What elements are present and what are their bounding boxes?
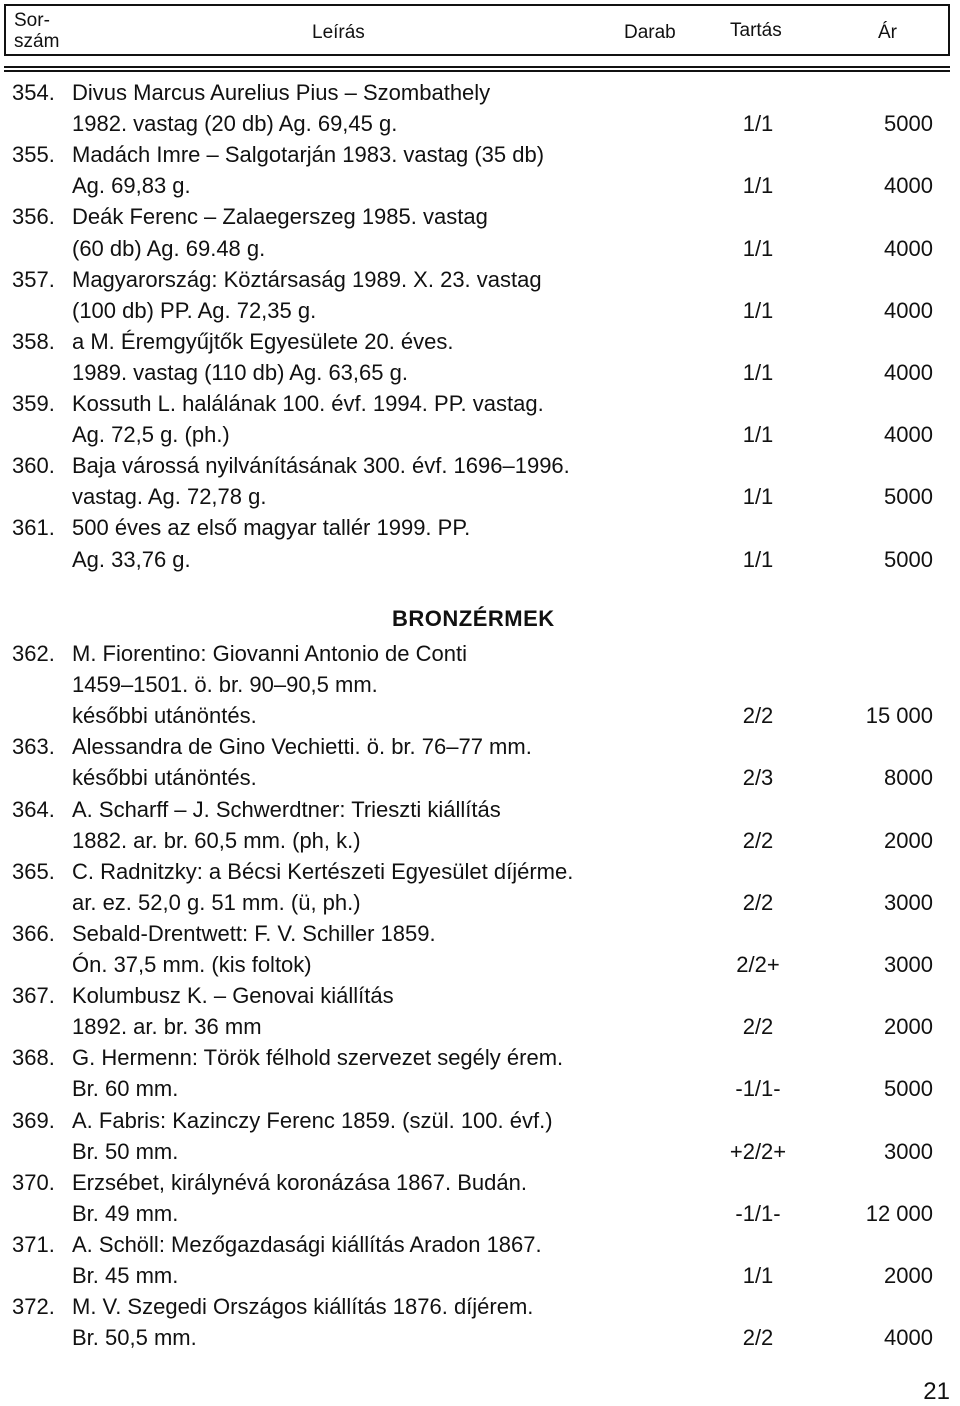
item-description: Br. 45 mm.: [72, 1263, 179, 1288]
list-item-line: [0, 826, 960, 856]
item-condition: 1/1: [742, 546, 774, 572]
item-description: A. Schöll: Mezőgazdasági kiállítás Aradon 1867.: [72, 1231, 542, 1257]
list-item-line: [0, 1261, 960, 1291]
item-condition: 1/1: [742, 422, 774, 448]
item-price: 5000: [884, 111, 933, 137]
list-item-line: [0, 1012, 960, 1042]
item-price: 2000: [884, 827, 933, 853]
item-number: 357.: [12, 266, 55, 292]
item-price: 5000: [884, 484, 933, 510]
item-description: Ag. 69,83 g.: [72, 173, 191, 199]
list-item-line: [0, 109, 960, 139]
item-description: Magyarország: Köztársaság 1989. X. 23. vastag: [72, 266, 542, 292]
item-condition: 1/1: [742, 173, 774, 199]
item-number: 356.: [12, 204, 55, 230]
item-condition: 1/1: [742, 1263, 774, 1288]
item-condition: 1/1: [742, 297, 774, 323]
item-description: a M. Éremgyűjtők Egyesülete 20. éves.: [72, 328, 454, 354]
item-description: Kossuth L. halálának 100. évf. 1994. PP. vastag.: [72, 391, 544, 416]
list-item-line: [0, 1043, 960, 1073]
item-description: 1982. vastag (20 db) Ag. 69,45 g.: [72, 111, 398, 137]
item-number: 365.: [12, 858, 55, 884]
list-item-line: [0, 389, 960, 419]
list-item-line: [0, 1230, 960, 1260]
item-description: későbbi utánöntés.: [72, 765, 257, 791]
header-leiras: Leírás: [312, 22, 365, 43]
list-item-line: [0, 1074, 960, 1104]
list-item-line: [0, 482, 960, 512]
header-double-rule-top: [4, 66, 950, 68]
item-description: 500 éves az első magyar tallér 1999. PP.: [72, 515, 471, 541]
item-description: G. Hermenn: Török félhold szervezet segély érem.: [72, 1045, 564, 1071]
item-description: Baja várossá nyilvánításának 300. évf. 1696–1996.: [72, 453, 570, 479]
item-price: 2000: [884, 1263, 933, 1288]
item-price: 4000: [884, 297, 933, 323]
item-description: Erzsébet, királynévá koronázása 1867. Budán.: [72, 1169, 527, 1195]
item-condition: -1/1-: [735, 1076, 781, 1102]
item-condition: 2/2: [742, 1014, 774, 1040]
item-condition: 1/1: [742, 111, 774, 137]
item-description: Madách Imre – Salgotarján 1983. vastag (35 db): [72, 142, 545, 168]
item-number: 370.: [12, 1169, 55, 1195]
item-description: Ag. 72,5 g. (ph.): [72, 422, 230, 448]
list-item-line: [0, 981, 960, 1011]
list-item-line: [0, 950, 960, 980]
item-description: M. Fiorentino: Giovanni Antonio de Conti: [72, 641, 468, 666]
item-number: 363.: [12, 734, 55, 760]
item-number: 355.: [12, 142, 55, 168]
item-condition: 2/2: [742, 827, 774, 853]
item-price: 5000: [884, 546, 933, 572]
item-number: 360.: [12, 453, 55, 479]
item-description: Divus Marcus Aurelius Pius – Szombathely: [72, 80, 491, 105]
item-description: (60 db) Ag. 69.48 g.: [72, 235, 266, 261]
list-item-line: [0, 202, 960, 232]
item-number: 358.: [12, 328, 55, 354]
list-item-line: [0, 1323, 960, 1353]
list-item-line: [0, 1106, 960, 1136]
item-price: 5000: [884, 1076, 933, 1102]
list-item-line: [0, 888, 960, 918]
list-item-line: [0, 451, 960, 481]
item-description: 1459–1501. ö. br. 90–90,5 mm.: [72, 672, 378, 698]
item-price: 4000: [884, 173, 933, 199]
item-number: 361.: [12, 515, 55, 541]
page-number: 21: [923, 1378, 950, 1405]
header-sorszam-line1: Sor-: [14, 10, 50, 31]
item-description: későbbi utánöntés.: [72, 703, 257, 729]
list-item-line: [0, 763, 960, 793]
item-number: 367.: [12, 983, 55, 1009]
list-item-line: [0, 265, 960, 295]
item-number: 366.: [12, 920, 55, 946]
list-item-line: [0, 234, 960, 264]
list-item-line: [0, 140, 960, 170]
list-item-line: [0, 701, 960, 731]
item-description: 1882. ar. br. 60,5 mm. (ph, k.): [72, 827, 361, 853]
item-number: 371.: [12, 1231, 55, 1257]
item-condition: 2/2+: [736, 952, 780, 977]
item-condition: 2/2: [742, 1325, 774, 1351]
header-ar: Ár: [878, 22, 897, 43]
item-condition: +2/2+: [729, 1138, 787, 1164]
header-tartas: Tartás: [730, 20, 782, 41]
item-description: Br. 50 mm.: [72, 1138, 179, 1164]
item-price: 3000: [884, 952, 933, 977]
item-price: 3000: [884, 889, 933, 915]
item-price: 2000: [884, 1014, 933, 1040]
list-item-line: [0, 171, 960, 201]
header-double-rule-bottom: [4, 70, 950, 72]
item-description: Ón. 37,5 mm. (kis foltok): [72, 952, 312, 977]
list-item-line: [0, 513, 960, 543]
list-item-line: [0, 1137, 960, 1167]
item-condition: 2/2: [742, 703, 774, 729]
item-description: Br. 60 mm.: [72, 1076, 179, 1102]
item-description: C. Radnitzky: a Bécsi Kertészeti Egyesület díjérme.: [72, 858, 574, 884]
item-description: 1892. ar. br. 36 mm: [72, 1014, 262, 1040]
item-description: Alessandra de Gino Vechietti. ö. br. 76–77 mm.: [72, 734, 532, 760]
table-header: [4, 4, 950, 56]
item-number: 369.: [12, 1107, 55, 1133]
item-condition: -1/1-: [735, 1200, 781, 1226]
list-item-line: [0, 545, 960, 575]
item-description: ar. ez. 52,0 g. 51 mm. (ü, ph.): [72, 889, 361, 915]
list-item-line: [0, 1199, 960, 1229]
item-number: 359.: [12, 391, 55, 416]
list-item-line: [0, 420, 960, 450]
item-price: 4000: [884, 1325, 933, 1351]
item-price: 15 000: [865, 703, 933, 729]
list-item-line: [0, 857, 960, 887]
item-condition: 2/2: [742, 889, 774, 915]
item-price: 12 000: [865, 1200, 933, 1226]
item-condition: 2/3: [742, 765, 774, 791]
item-price: 4000: [884, 422, 933, 448]
item-number: 354.: [12, 80, 55, 105]
item-number: 372.: [12, 1294, 55, 1320]
item-description: Deák Ferenc – Zalaegerszeg 1985. vastag: [72, 204, 488, 230]
item-description: 1989. vastag (110 db) Ag. 63,65 g.: [72, 359, 408, 385]
item-description: Br. 49 mm.: [72, 1200, 179, 1226]
item-condition: 1/1: [742, 359, 774, 385]
item-description: vastag. Ag. 72,78 g.: [72, 484, 267, 510]
item-description: (100 db) PP. Ag. 72,35 g.: [72, 297, 317, 323]
item-price: 4000: [884, 359, 933, 385]
item-condition: 1/1: [742, 235, 774, 261]
item-number: 362.: [12, 641, 55, 666]
list-item-line: [0, 639, 960, 669]
item-description: A. Scharff – J. Schwerdtner: Trieszti kiállítás: [72, 796, 501, 822]
list-item-line: [0, 327, 960, 357]
list-item-line: [0, 919, 960, 949]
item-price: 3000: [884, 1138, 933, 1164]
header-sorszam-line2: szám: [14, 31, 60, 52]
item-description: M. V. Szegedi Országos kiállítás 1876. díjérem.: [72, 1294, 534, 1320]
list-item-line: [0, 795, 960, 825]
list-item-line: [0, 1292, 960, 1322]
header-darab: Darab: [624, 22, 676, 43]
item-price: 8000: [884, 765, 933, 791]
item-condition: 1/1: [742, 484, 774, 510]
list-item-line: [0, 296, 960, 326]
item-description: Kolumbusz K. – Genovai kiállítás: [72, 983, 394, 1009]
item-number: 368.: [12, 1045, 55, 1071]
item-number: 364.: [12, 796, 55, 822]
item-description: A. Fabris: Kazinczy Ferenc 1859. (szül. 100. évf.): [72, 1107, 553, 1133]
item-description: Sebald-Drentwett: F. V. Schiller 1859.: [72, 920, 436, 946]
list-item-line: [0, 1168, 960, 1198]
list-item-line: [0, 732, 960, 762]
section-title-bronzermek: BRONZÉRMEK: [392, 606, 555, 631]
list-item-line: [0, 78, 960, 108]
item-description: Ag. 33,76 g.: [72, 546, 191, 572]
item-description: Br. 50,5 mm.: [72, 1325, 197, 1351]
list-item-line: [0, 358, 960, 388]
list-item-line: [0, 670, 960, 700]
item-price: 4000: [884, 235, 933, 261]
header-sorszam: [14, 10, 74, 52]
